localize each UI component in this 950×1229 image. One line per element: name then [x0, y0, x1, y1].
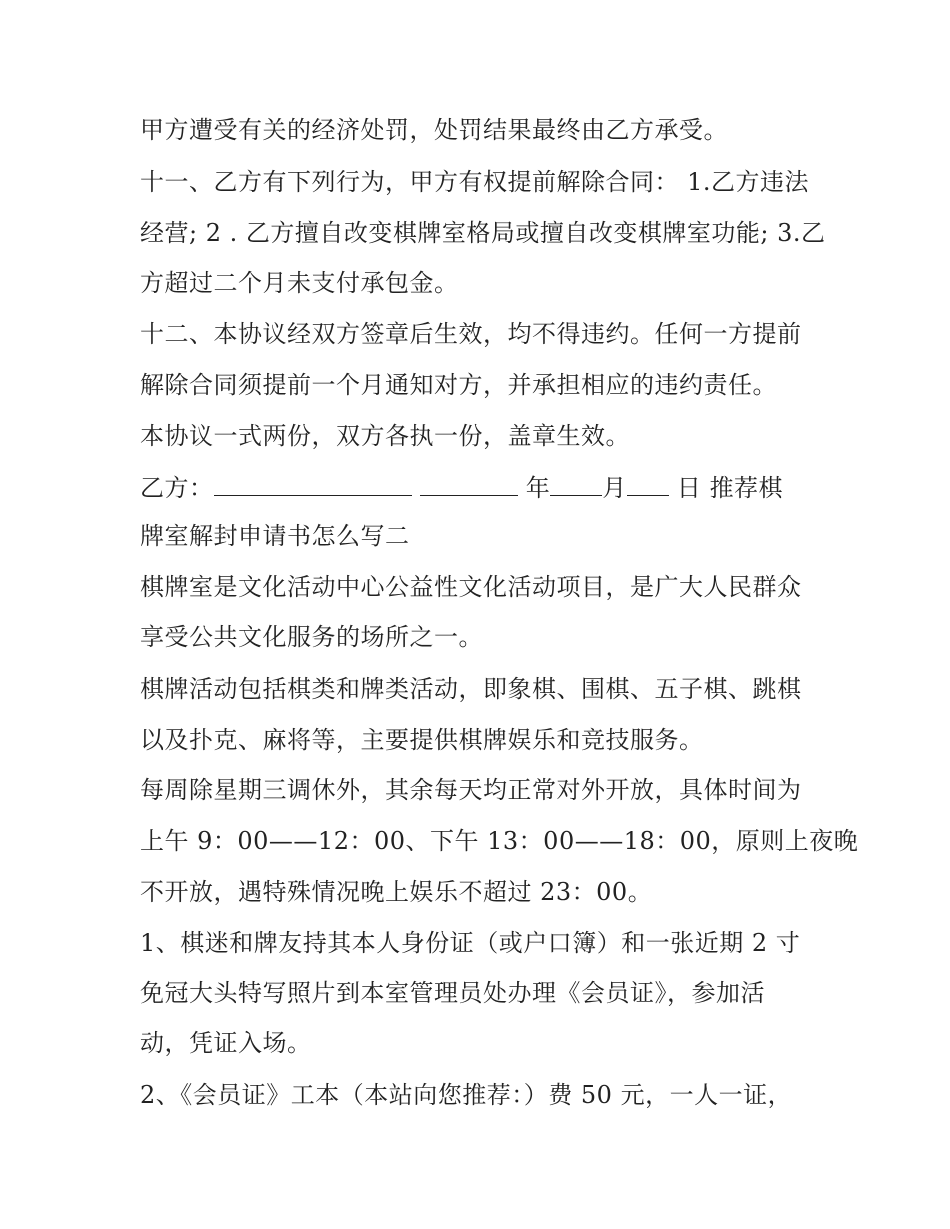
- text-line: 不开放，遇特殊情况晚上娱乐不超过 23：00。: [140, 878, 653, 906]
- text-line: 棋牌室是文化活动中心公益性文化活动项目，是广大人民群众: [140, 573, 802, 601]
- text-line: 解除合同须提前一个月通知对方，并承担相应的违约责任。: [140, 371, 777, 399]
- signature-blank: [420, 471, 518, 496]
- signature-line: [140, 471, 783, 504]
- text-line: 经营; 2 . 乙方擅自改变棋牌室格局或擅自改变棋牌室功能; 3.乙: [140, 219, 826, 247]
- text-line: 动，凭证入场。: [140, 1029, 312, 1057]
- signature-blank: [627, 471, 669, 496]
- text-line: 甲方遭受有关的经济处罚，处罚结果最终由乙方承受。: [140, 116, 728, 144]
- text-line: 每周除星期三调休外，其余每天均正常对外开放，具体时间为: [140, 776, 802, 804]
- text-line: 享受公共文化服务的场所之一。: [140, 623, 483, 651]
- text-line: 以及扑克、麻将等，主要提供棋牌娱乐和竞技服务。: [140, 726, 704, 754]
- signature-blank: [214, 471, 412, 496]
- text-line: 本协议一式两份，双方各执一份，盖章生效。: [140, 422, 630, 450]
- text-line: 上午 9：00——12：00、下午 13：00——18：00，原则上夜晚: [140, 827, 859, 855]
- text-line: 免冠大头特写照片到本室管理员处办理《会员证》，参加活: [140, 979, 765, 1007]
- signature-year-label: 年: [525, 474, 551, 502]
- signature-day-label: 日: [676, 474, 702, 502]
- text-line: 1、棋迷和牌友持其本人身份证（或户口簿）和一张近期 2 寸: [140, 929, 801, 957]
- text-line: 2、《会员证》工本（本站向您推荐：）费 50 元，一人一证，: [140, 1081, 793, 1109]
- text-line: 方超过二个月未支付承包金。: [140, 269, 459, 297]
- signature-month-label: 月: [602, 474, 627, 502]
- signature-blank: [550, 471, 602, 496]
- text-line: 牌室解封申请书怎么写二: [140, 522, 410, 550]
- text-line: 十二、本协议经双方签章后生效，均不得违约。任何一方提前: [140, 320, 802, 348]
- text-line: 棋牌活动包括棋类和牌类活动，即象棋、围棋、五子棋、跳棋: [140, 675, 802, 703]
- text-line: 十一、乙方有下列行为，甲方有权提前解除合同： 1.乙方违法: [140, 168, 810, 196]
- signature-tail-text: 推荐棋: [709, 474, 784, 502]
- signature-party-label: 乙方：: [140, 474, 214, 502]
